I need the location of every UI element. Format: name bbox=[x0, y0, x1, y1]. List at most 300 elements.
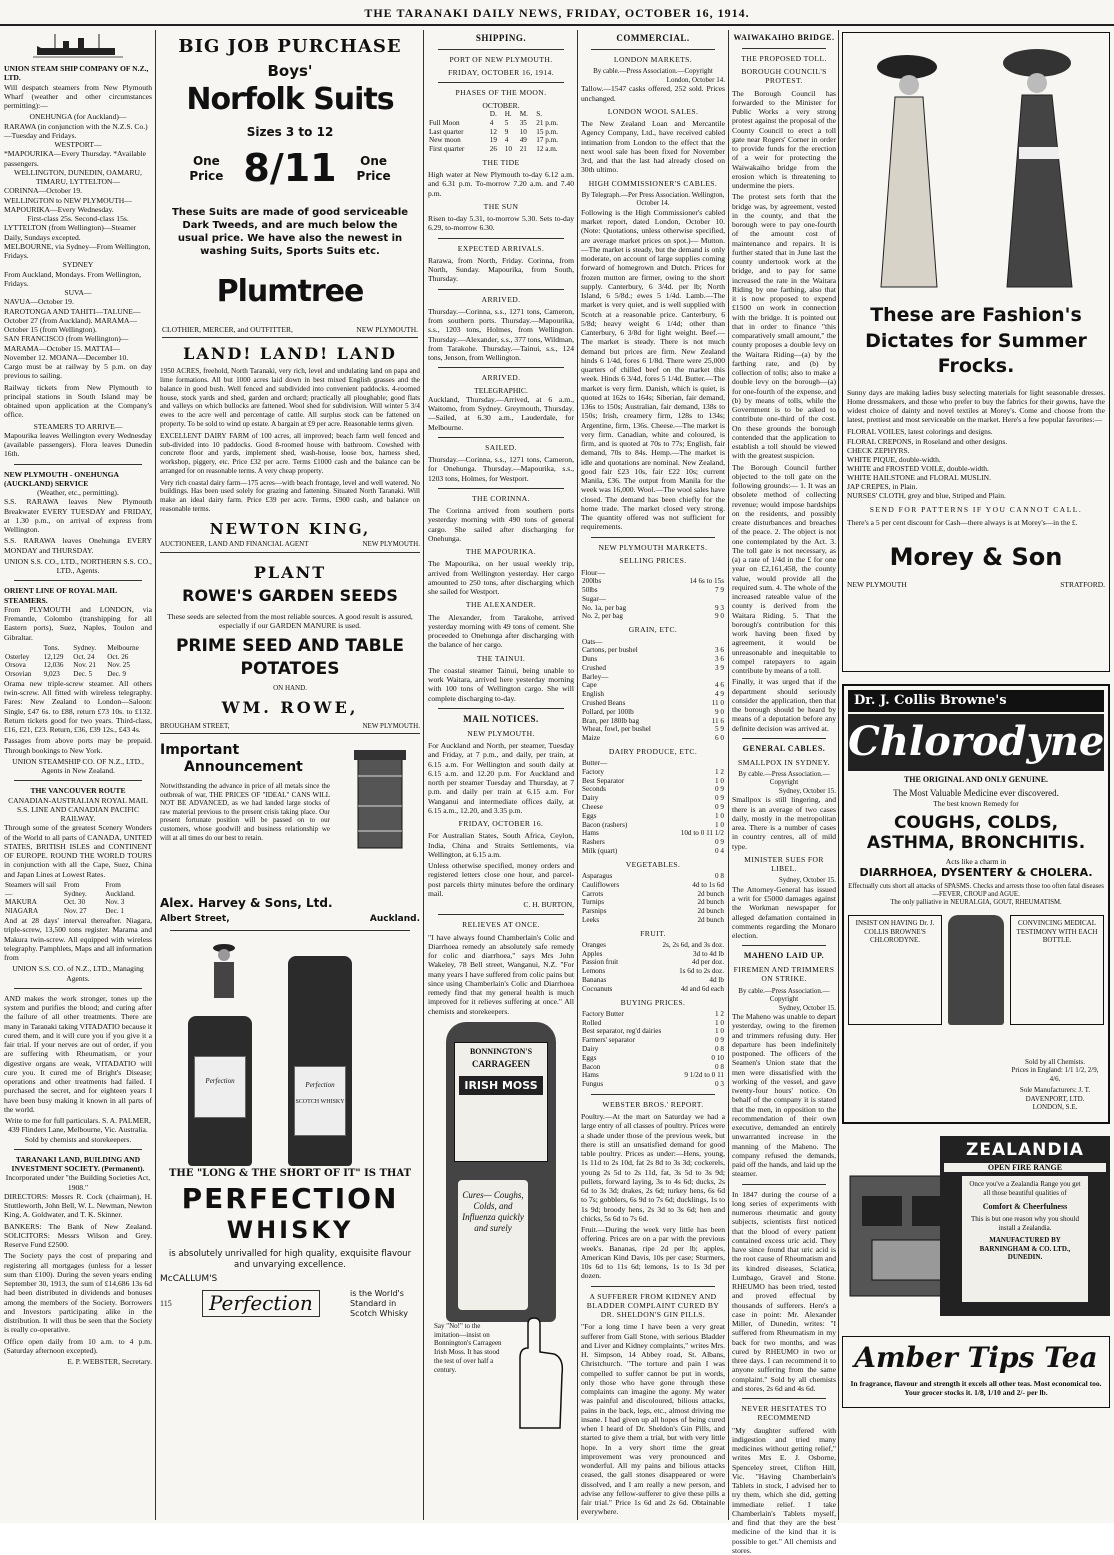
table-row: NIAGARA Nov. 27 Dec. 1 bbox=[5, 907, 124, 916]
one-price-label-right: One Price bbox=[356, 154, 391, 183]
rowe-location: NEW PLYMOUTH. bbox=[362, 721, 420, 730]
insist-box: INSIST ON HAVING Dr. J. COLLIS BROWNE'S CHLORODYNE. bbox=[848, 915, 942, 1025]
table-row bbox=[581, 768, 725, 777]
table-cell: 1 0 bbox=[715, 1018, 724, 1027]
table-cell: Bacon bbox=[582, 1062, 601, 1071]
say-no-text: Say "No!" to the imitation—insist on Bonnington's Carrageen Irish Moss. It has stood the test of over half a century. bbox=[434, 1321, 502, 1374]
table-row bbox=[581, 725, 725, 734]
steamship-icon bbox=[33, 32, 123, 60]
table-row bbox=[581, 976, 725, 985]
table-cell: 0 9 bbox=[715, 803, 724, 812]
list-item: FLORAL VOILES, latest colorings and designs. bbox=[847, 427, 993, 437]
table-cell: 3 6 bbox=[715, 646, 724, 655]
union-agents: UNION S.S. CO., LTD., NORTHERN S.S. CO., LTD., Agents. bbox=[4, 556, 152, 575]
table-row bbox=[581, 812, 725, 821]
zealandia-text-2: This is but one reason why you should install a Zealandia. bbox=[971, 1215, 1079, 1232]
table-row bbox=[581, 586, 725, 595]
land-listing-2: EXCELLENT DAIRY FARM of 100 acres, all improved; beach farm well fenced and sub-divided into 10 paddocks. Good 8-roomed house with bathroom. Cowshed with concrete floor and yards, implement shed, wash-house, loose box, harness shed, workshop, piggery, etc. Price £32 per acre. Terms £1000 cash and the balance can be arranged for on reasonable terms. A very cheap property. bbox=[160, 431, 420, 475]
table-cell: Hams bbox=[582, 1071, 599, 1080]
hc-text: Following is the High Commissioner's cabled market report, dated London, October 10. (Note: Quotations, unless otherwise specified, are average market prices on spot.)— Mutton.—The market is steady, but the demand is only moderate, on account of large supplies coming forward of homegrown and Dutch. Prices for frozen mutton are firmer, owing to the short supply. Canterbury, 6 3/4d. per lb; North Island, 6 5/8d.; ewes 5 1/4d. Lamb.—The market is very quiet, and is well supplied with Scotch at a reasonable price. Canterbury, 6 5/8d; heavy weight 6 1/4d; other than Canterbury, 6 3/8d for light weight. Beef.—The market is steady. There is not much demand but prices are firm. New Zealand hinds 6 1/4d, fores 6 1/8d. There were 25,000 quarters of chilled beef on the market this week. Hinds 6 3/4d, fores 5 1/4d. Butter.—The market is very firm. Danish, which is quiet, is quoted at 162s to 164s; Siberian, fair demand, 136s to 150s; Australian, fair demand, 138s to 150s; Irish, creamery firm, 128s to 134s; Argentine, firm, 136s. Cheese.—The market is very firm. Canadian, white and coloured, is firm, and is quoted at 70s to 77s; English, fair demand, 70s to 84s. Hemp.—The market is idle and quotations are nominal. New Zealand, good fair £23 10s, fair £22 10s; current Manila, £36. The output from Manila for the week was 16,000. Wool.—The wool sales have closed. The demand has been chiefly for the home trade. The market closed very strong. The quantity offered was not sufficient for requirements. bbox=[581, 207, 725, 532]
column-right-ads bbox=[842, 30, 1110, 1520]
mail-np-heading: NEW PLYMOUTH. bbox=[467, 728, 535, 738]
list-item: CHECK ZEPHYRS. bbox=[847, 445, 910, 455]
send-patterns: SEND FOR PATTERNS IF YOU CANNOT CALL. bbox=[869, 504, 1083, 514]
table-row bbox=[581, 604, 725, 613]
relieves-text: "I have always found Chamberlain's Colic and Diarrhoea remedy an absolutely safe remedy for colic and diarrhoea," says Mrs John Wakeley, 78 Bell street, Wanganui, N.Z. "For many years I have suffered from colic pains but since using Chamberlain's Colic and Diarrhoea remedy find that my general health is much improved for it relieves suffering at once." All chemists and storekeepers. bbox=[428, 932, 574, 1016]
port-heading: PORT OF NEW PLYMOUTH. bbox=[449, 54, 553, 64]
table-cell: 4d per doz. bbox=[691, 958, 724, 967]
maheno-date: Sydney, October 15. bbox=[778, 1003, 836, 1012]
table-cell: Dairy bbox=[582, 1044, 599, 1053]
route-mapourika: *MAPOURIKA—Every Thursday. *Available passengers. bbox=[4, 149, 147, 168]
toll-para-4: Finally, it was urged that if the department should seriously consider the application, then that the borough should be heard by means of a deputation before any definite decision was arrived at. bbox=[732, 677, 836, 733]
table-cell: Cocoanuts bbox=[582, 984, 613, 993]
relieves-heading: RELIEVES AT ONCE. bbox=[462, 920, 540, 930]
veg-heading: VEGETABLES. bbox=[625, 859, 681, 869]
arrive-head: STEAMERS TO ARRIVE— bbox=[33, 421, 123, 431]
table-row bbox=[581, 1054, 725, 1063]
vitadatio-text: AND makes the work stronger, tones up the system and purifies the blood; and curing after the failure of all other treatments. There are many in Taranaki taking VITADATIO because it cured them, and it will cure you if you give it a fair trial. If your nerves are out of order, if you are suffering with Rheumatism, or your digestive organs are weak, VITADATIO will cure you. It cured me of Bright's Disease; operations and other treatments had failed. I purchased the secret, and for eighteen years I have been busy making it known in all parts of the world. bbox=[4, 993, 152, 1114]
table-cell: 11 6 bbox=[711, 716, 724, 725]
plumtree-sub: CLOTHIER, MERCER, and OUTFITTER, bbox=[162, 324, 293, 334]
table-cell: 0 4 bbox=[715, 846, 724, 855]
moon-table: D. H. M. S. Full Moon 4 5 35 21 p.m. Last quarter 12 9 10 15 p.m. New moon 19 4 49 17 p.m. First quarter 26 10 21 12 a.m. bbox=[428, 110, 574, 154]
mail-heading: MAIL NOTICES. bbox=[463, 713, 539, 724]
commercial-heading: COMMERCIAL. bbox=[616, 33, 690, 43]
table-cell: Sugar— bbox=[582, 594, 606, 603]
route-sydney: From Auckland, Mondays. From Wellington, Fridays. bbox=[4, 269, 141, 288]
table-cell: 5 9 bbox=[715, 725, 724, 734]
never-text: "My daughter suffered with indigestion and tried many medicines without getting relief," writes Mrs E. J. Osborne, Spenceley street, Clifton Hill, Vic. "Having Chamberlain's Tablets in stock, I advised her to try them, which she did, getting immediate relief. I take Chamberlain's Tablets myself, and find that they are the best medicine of the kind that it is possible to get." All chemists and stores. bbox=[732, 1425, 836, 1555]
table-cell: Duns bbox=[582, 655, 598, 664]
big-job-heading: BIG JOB PURCHASE bbox=[178, 36, 402, 57]
announcement-heading: Announcement bbox=[184, 759, 303, 776]
list-item: NURSES' CLOTH, grey and blue, Striped and Plain. bbox=[847, 491, 1006, 501]
union-title: UNION STEAM SHIP COMPANY OF N.Z., LTD. bbox=[4, 64, 149, 83]
harvey-text: Notwithstanding the advance in price of all metals since the outbreak of war, THE PRICES OF "IDEAL" CANS WILL NOT BE ADVANCED, as we had landed large stocks of raw material previous to the present crisis taking place. Our present fortunate position will be passed on to our customers, whose goodwill and business relationship we will at all times do our best to retain. bbox=[160, 782, 330, 842]
coughs-label: COUGHS, COLDS, bbox=[893, 812, 1059, 833]
worlds-standard: is the World's Standard in Scotch Whisky bbox=[349, 1289, 408, 1318]
table-cell bbox=[661, 595, 725, 604]
table-cell: Farmers' separator bbox=[582, 1036, 635, 1045]
column-rule bbox=[838, 30, 839, 1520]
sold-chemists: Sold by all Chemists. bbox=[1025, 1057, 1085, 1066]
table-row bbox=[581, 821, 725, 830]
smallpox-date: Sydney, October 15. bbox=[778, 786, 836, 795]
column-shipping-notices bbox=[4, 30, 152, 1520]
buying-heading: BUYING PRICES. bbox=[620, 997, 686, 1007]
vancouver-notes: And at 28 days' interval thereafter. Niagara, triple-screw, 13,500 tons register. Marama and Makura twin-screw. All equipped with wireless telegraphy. Pamphlets, Maps and all information from bbox=[4, 916, 152, 962]
dairy-heading: DAIRY PRODUCE, ETC. bbox=[608, 746, 698, 756]
tainui-text: The coastal steamer Tainui, being unable to work Waitara, arrived here yesterday morning with 100 tons of Wellington cargo. She will complete discharging to-day. bbox=[428, 665, 574, 703]
table-cell: Turnips bbox=[582, 898, 605, 907]
table-row: Last quarter 12 9 10 15 p.m. bbox=[429, 127, 559, 136]
rarawa-return: S.S. RARAWA leaves Onehunga EVERY MONDAY and THURSDAY. bbox=[4, 536, 152, 555]
rheumo-text: In 1847 during the course of a long series of experiments with numerous rheumatic and gouty subjects, scientists first noticed that the blood of every patient contained excess uric acid. They have since found that uric acid is the root cause of Rheumatism and its kindred diseases, Sciatica, Lumbago, Gravel and Stone. RHEUMO has been tried, tested and proved effectual by thousands of sufferers. Here's a case in point: Mr. Alexander Miller, of Dunedin, writes: "I suffered from Rheumatism in my back for two months, and was cured by RHEUMO in two or three days. I can recommend it to anyone suffering from the same complaint." Sold by all chemists and stores, 2s 6d and 4s 6d. bbox=[732, 1189, 836, 1393]
fashion-illustration-icon bbox=[847, 37, 1105, 297]
harvey-city: Auckland. bbox=[369, 913, 420, 924]
table-cell: Parsnips bbox=[582, 907, 607, 916]
table-row bbox=[581, 890, 725, 899]
london-text: Tallow.—1547 casks offered, 252 sold. Prices unchanged. bbox=[581, 84, 725, 103]
table-cell: Leeks bbox=[582, 915, 600, 924]
list-item: JAP CREPES, in Plain. bbox=[847, 482, 918, 492]
long-short-heading: THE "LONG & THE SHORT OF IT" IS THAT bbox=[168, 1167, 412, 1179]
toll-subheading: BOROUGH COUNCIL'S PROTEST. bbox=[741, 67, 827, 86]
table-cell: 2s, 2s 6d, and 3s doz. bbox=[662, 940, 724, 949]
table-row bbox=[581, 612, 725, 621]
vitadatio-sold: Sold by chemists and storekeepers. bbox=[24, 1134, 132, 1144]
table-cell: 1 0 bbox=[715, 1027, 724, 1036]
table-row bbox=[581, 1063, 725, 1072]
table-row bbox=[581, 1080, 725, 1089]
table-row: New moon 19 4 49 17 p.m. bbox=[429, 136, 559, 145]
alexander-text: The Alexander, from Tarakohe, arrived yesterday morning with 49 tons of cement. She proceeded to Onehunga after discharging with the balance of her cargo. bbox=[428, 612, 574, 650]
prime-seed-heading: PRIME SEED AND TABLE bbox=[175, 636, 405, 657]
table-cell: 0 8 bbox=[715, 1062, 724, 1071]
secretary: E. P. WEBSTER, Secretary. bbox=[67, 1357, 152, 1366]
hand-icon bbox=[510, 1318, 566, 1428]
table-cell: 200lbs bbox=[582, 577, 602, 586]
route-onehunga: ONEHUNGA (for Auckland)— bbox=[29, 112, 127, 122]
bonnington-label: BONNINGTON'S bbox=[469, 1046, 533, 1056]
sailed-text: Thursday.—Corinna, s.s., 1271 tons, Cameron, for Onehunga. Thursday.—Mapourika, s.s., 1203 tons, Holmes, for Westport. bbox=[428, 455, 574, 483]
moon-month: OCTOBER. bbox=[482, 100, 520, 110]
chlorodyne-title: Chlorodyne bbox=[848, 714, 1104, 771]
table-cell: 3 6 bbox=[715, 655, 724, 664]
norfolk-suits-title: Norfolk Suits bbox=[186, 82, 394, 118]
table-row bbox=[581, 838, 725, 847]
table-cell: 0 8 bbox=[715, 1044, 724, 1053]
alexander-heading: THE ALEXANDER. bbox=[465, 600, 537, 610]
table-cell: Wheat, fowl, per bushel bbox=[582, 725, 651, 734]
port-date: FRIDAY, OCTOBER 16, 1914. bbox=[447, 68, 555, 78]
route-wellington: WELLINGTON, DUNEDIN, OAMARU, TIMARU, LYTTELTON— bbox=[14, 167, 142, 186]
orient-agents: UNION STEAMSHIP CO. OF N.Z., LTD., Agents in New Zealand. bbox=[12, 756, 144, 776]
general-cables-heading: GENERAL CABLES. bbox=[742, 743, 826, 753]
table-row bbox=[581, 595, 725, 604]
fabric-list bbox=[847, 427, 1105, 500]
table-row bbox=[581, 646, 725, 655]
sufferer-text: "For a long time I have been a very great sufferer from Gall Stone, with serious Bladder and Liver and Kidney complaints," writes Mrs. H. Simpson, 14 Abbey road, St. Albans, Christchurch. "The torture and pain I was compelled to suffer cannot be put in words, only those who have gone through these complaints can imagine the agony. My water was painful and discoloured, bilious attacks, pains in the back, legs, etc., almost driving me insane. I had given up all hopes of being cured when I heard of Dr. Sheldon's Gin Pills, and started to give them a trial, but with very little hope. In a very short time the great improvement was very pronounced and wonderful. All my pains and bilious attacks ceased, the gall stones disappeared or were dissolved, and I am really a new person, and advise any fellow-sufferer to give these pills a fair trial." Price 1s 6d and 2s 6d. Obtainable everywhere. bbox=[581, 1322, 725, 1517]
newton-king-location: NEW PLYMOUTH. bbox=[362, 540, 420, 549]
sun-text: Risen to-day 5.31, to-morrow 5.30. Sets to-day 6.29, to-morrow 6.30. bbox=[428, 214, 574, 233]
on-hand-label: ON HAND. bbox=[273, 683, 307, 692]
newton-king-name: NEWTON KING, bbox=[209, 519, 371, 538]
table-row bbox=[581, 941, 725, 950]
list-item: WHITE HAILSTONE and FLORAL MUSLIN. bbox=[847, 473, 991, 483]
table-cell: 2d bunch bbox=[697, 889, 724, 898]
table-cell: 3 9 bbox=[715, 663, 724, 672]
harvey-ad bbox=[160, 742, 420, 892]
hc-byline: By Telegraph.—Per Press Association. Wellington, October 14. bbox=[581, 190, 725, 208]
list-item: WHITE and FROSTED VOILE, double-width. bbox=[847, 464, 989, 474]
whisky-text: is absolutely unrivalled for high quality, exquisite flavour and unvarying excellence. bbox=[168, 1249, 412, 1270]
table-row bbox=[581, 777, 725, 786]
amber-tips-text: In fragrance, flavour and strength it excels all other teas. Most economical too. Your grocer stocks it. 1/8, 1/10 and 2/- per lb. bbox=[850, 1379, 1102, 1398]
table-row bbox=[581, 1019, 725, 1028]
table-cell: Dairy bbox=[582, 794, 599, 803]
sun-heading: THE SUN bbox=[483, 201, 519, 211]
table-row bbox=[581, 1010, 725, 1019]
column-rule bbox=[155, 30, 156, 1520]
vancouver-text: Through some of the greatest Scenery Wonders of the World to all parts of CANADA, UNITED STATES, BRITISH ISLES and CONTINENT OF EUROPE. ROUND THE WORLD TOURS in conjunction with all the Cape, Suez, China and Japan Lines at Lowest Rates. bbox=[4, 823, 152, 879]
toll-para-3: The Borough Council further objected to the toll gate on the following grounds:— 1. It was an obsolete method of collecting revenue; would impose hardships on the residents, and possibly create disturbances and breaches of the peace. 2. The object is not one contemplated by the Act. 3. The toll gate is not necessary, as (a) a rate of 1/4d in the £ for one year on £2,161,458, the county value, would provide all the required sum. 4. The whole of the increased rateable value of the county is derived from the Waitara Riding. 5. That the borough's contribution for this work having been fixed by agreement, it would be unreasonable and inequitable to compel ratepayers to again contribute by means of a toll. bbox=[732, 462, 836, 675]
plumtree-logo: Plumtree bbox=[216, 274, 364, 309]
table-cell: Butter— bbox=[582, 759, 608, 768]
table-row bbox=[581, 655, 725, 664]
route-corinna: CORINNA—October 19. bbox=[4, 186, 83, 196]
table-cell: 0 8 bbox=[715, 871, 724, 880]
table-row: Orsova 12,036 Nov. 21 Nov. 25 bbox=[5, 661, 130, 670]
webster-text: Poultry.—At the mart on Saturday we had a large entry of all classes of poultry. Prices were a shade under those of the previous week, but there is still an unsatisfied demand for good table poultry. Prices as under:—Hens, young, 1s 11d to 2s 10d, fat 2s 8d to 3s 3d; cockerels, young 2s 5d to 2s 11d, fat, 3s 5d to 3s 9d; pullets, forward laying, 3s to 4s 6d; ducks, 2s 6d to 3s 3d; drakes, 2s 6d; turkey hens, 6s 6d to 7s; gobblers, 6s 9d to 7s 6d; ducklings, 1s to 1s 9d; broody hens, 2s 3d to 3s 6d; hen and chicks, 5s 6d to 7s 6d. bbox=[581, 1112, 725, 1223]
tide-text: High water at New Plymouth to-day 6.12 a.m. and 6.31 p.m. To-morrow 7.20 a.m. and 7.40 p.m. bbox=[428, 170, 574, 198]
discount-text: There's a 5 per cent discount for Cash—there always is at Morey's—in the £. bbox=[847, 517, 1078, 527]
table-cell: Crushed bbox=[582, 663, 606, 672]
fruit-heading: FRUIT. bbox=[640, 928, 666, 938]
fashion-heading-3: Frocks. bbox=[937, 355, 1015, 378]
table-cell: 9 1/2d to 0 11 bbox=[684, 1071, 724, 1080]
table-row bbox=[581, 577, 725, 586]
table-cell: Cartons, per bushel bbox=[582, 646, 638, 655]
plumtree-location: NEW PLYMOUTH. bbox=[356, 324, 418, 334]
whisky-ad bbox=[160, 936, 420, 1166]
column-rule bbox=[728, 30, 729, 1520]
route-suva: SUVA— bbox=[64, 288, 92, 297]
veg-table bbox=[581, 872, 725, 925]
table-cell: 1s 6d to 2s doz. bbox=[679, 967, 724, 976]
mail-text: For Auckland and North, per steamer, Tuesday and Friday, at 7 p.m., and daily, per train, at 6.15 a.m. For Wellington and south daily at 6.15 a.m. and 12.20 p.m. For Auckland and north per steamer Tuesday and Thursday, at 7 p.m. and daily per train at 6.15 a.m. For Wanganui and intermediate offices daily, at 6.15 a.m., 12.20, and 3.35 p.m. bbox=[428, 741, 574, 815]
table-cell: 9 0 bbox=[715, 707, 724, 716]
table-cell: 9 3 bbox=[715, 603, 724, 612]
table-row bbox=[581, 1036, 725, 1045]
table-row bbox=[581, 664, 725, 673]
perfection-script: Perfection bbox=[202, 1290, 320, 1316]
zealandia-maker: MANUFACTURED BY BARNINGHAM & CO. LTD., DUNEDIN. bbox=[979, 1236, 1071, 1262]
table-row bbox=[581, 803, 725, 812]
building-society-title: TARANAKI LAND, BUILDING AND INVESTMENT SOCIETY. (Permanent). bbox=[11, 1154, 145, 1173]
route-san-francisco: SAN FRANCISCO (from Wellington)—MARAMA—October 15. MATTAI—November 12. MOANA—December 10. bbox=[4, 334, 129, 362]
table-row bbox=[581, 717, 725, 726]
table-cell: 2d bunch bbox=[697, 898, 724, 907]
medicine-bottle-icon bbox=[948, 915, 1004, 1025]
bankers: BANKERS: The Bank of New Zealand. SOLICITORS: Messrs Wilson and Grey. Reserve Fund £2500. bbox=[4, 1221, 152, 1249]
postmaster: C. H. BURTON, bbox=[523, 900, 574, 910]
minister-date: Sydney, October 15. bbox=[778, 876, 836, 885]
table-cell: Barley— bbox=[582, 672, 609, 681]
webster-heading: WEBSTER BROS.' REPORT. bbox=[602, 1099, 704, 1109]
price-label: 8/11 bbox=[243, 146, 337, 191]
route-rarotonga: RAROTONGA AND TAHITI—TALUNE—October 27 (from Auckland). MARAMA—October 15 (from Wellington). bbox=[4, 306, 141, 334]
valuable-label: The Most Valuable Medicine ever discovered. bbox=[893, 788, 1059, 799]
carrageen-label: CARRAGEEN bbox=[471, 1058, 530, 1069]
fashion-heading-2: Dictates for Summer bbox=[865, 329, 1087, 352]
whisky-bottle-left-icon bbox=[188, 1016, 252, 1166]
grain-heading: GRAIN, ETC. bbox=[628, 625, 678, 635]
maheno-subheading: FIREMEN AND TRIMMERS ON STRIKE. bbox=[733, 965, 835, 984]
ad-number: 115 bbox=[160, 1298, 172, 1308]
dairy-table bbox=[581, 759, 725, 856]
arrive-text: Mapourika leaves Wellington every Wednesday (available passengers). Flora leaves Dunedin 16th. bbox=[4, 430, 152, 459]
important-heading: Important bbox=[160, 742, 240, 759]
perfection-heading: PERFECTION bbox=[181, 1181, 399, 1215]
vancouver-sub: CANADIAN-AUSTRALIAN ROYAL MAIL S.S. LINE AND CANADIAN PACIFIC RAILWAY. bbox=[8, 795, 148, 824]
telegraphic-label: TELEGRAPHIC. bbox=[474, 385, 528, 395]
chlorodyne-ad bbox=[842, 684, 1110, 1124]
morey-ad bbox=[842, 32, 1110, 672]
table-cell: Bran, per 180lb bag bbox=[582, 716, 640, 725]
harvey-address: Albert Street, bbox=[160, 913, 230, 924]
table-row bbox=[581, 967, 725, 976]
unless-text: Unless otherwise specified, money orders and registered letters close one hour, and parcel-post parcels thirty minutes before the ordinary mail. bbox=[428, 861, 574, 898]
smallpox-byline: By cable.—Press Association.—Copyright bbox=[738, 769, 830, 787]
table-row bbox=[581, 794, 725, 803]
tide-heading: THE TIDE bbox=[482, 157, 520, 167]
morey-logo: Morey & Son bbox=[889, 542, 1063, 571]
table-cell: Factory bbox=[582, 767, 604, 776]
table-cell: 0 3 bbox=[715, 1080, 724, 1089]
whisky-heading: WHISKY bbox=[226, 1216, 354, 1245]
table-cell: 6 0 bbox=[715, 734, 724, 743]
norfolk-suits-ad bbox=[160, 36, 420, 206]
table-row bbox=[581, 847, 725, 856]
list-item: WHITE PIQUE, double-width. bbox=[847, 454, 941, 464]
table-cell: Seconds bbox=[582, 785, 606, 794]
morey-location-2: STRATFORD. bbox=[1060, 580, 1105, 590]
table-cell: Best separator, reg'd dairies bbox=[582, 1027, 662, 1036]
fruit-report: Fruit.—During the week very little has been offering. Prices are on a par with the previous week's. Bananas, ripe 2d per lb; apples, American Kind Davis, 10s per case; Sturmers, 10s 6d to 11s 6d; lemons, 1s to 1s 3d per dozen. bbox=[581, 1225, 725, 1281]
orient-notes: Orama new triple-screw steamer. All others twin-screw. All fitted with wireless telegraphy. Fares: New Zealand to London—Saloon: Single, £47 6s. to £88, return £73 10s. to £132. Return tickets good for two years. Third-class, £16, £21, £23. Return, £36, £39 12s., £43 4s. bbox=[4, 678, 152, 735]
mapourika-heading: THE MAPOURIKA. bbox=[465, 547, 537, 557]
palliative-text: The only palliative in NEURALGIA, GOUT, RHEUMATISM. bbox=[890, 899, 1062, 907]
column-shipping bbox=[428, 30, 574, 1520]
toll-para-2: The protest sets forth that the bridge was, by agreement, vested in the county, and that the borough were to pay one-fourth of the amount cost of maintenance and repairs. It is further stated that in June last the county undertook work at the bridge, and to pay for same increased the rate in the Waitara Riding by one farthing, also that it is now proposed to expend £1500 on work in connection with the bridge. It is pointed out that in order to finance "this comparatively small amount," the county proposes a double levy on the Waitara Riding—(a) by the farthing rate, and (b) by collection of tolls; also to make a double levy on the borough—(a) for one-fourth of the expense, and (b) by means of tolls, while the Government is to be asked to contribute one-third of the cost. On these grounds the borough contended that the application to establish a toll should be viewed with the greatest suspicion. bbox=[732, 192, 836, 461]
table-cell: Maize bbox=[582, 734, 600, 743]
rowe-street: BROUGHAM STREET, bbox=[160, 721, 230, 730]
collis-browne-heading: Dr. J. Collis Browne's bbox=[848, 690, 1104, 712]
table-row bbox=[581, 881, 725, 890]
boys-label: Boys' bbox=[267, 61, 313, 80]
table-cell: Bacon (rashers) bbox=[582, 820, 628, 829]
table-row bbox=[581, 734, 725, 743]
bottle-label-left: Perfection bbox=[194, 1056, 246, 1118]
table-cell: 0 9 bbox=[715, 785, 724, 794]
table-row: Orsovian 9,023 Dec. 5 Dec. 9 bbox=[5, 670, 126, 679]
table-cell: Hams bbox=[582, 829, 599, 838]
rowes-seeds-title: ROWE'S GARDEN SEEDS bbox=[182, 586, 398, 606]
table-cell: 1 0 bbox=[715, 820, 724, 829]
union-intro: Will despatch steamers from New Plymouth Wharf (weather and other circumstances permitting):— bbox=[4, 82, 152, 110]
comfort-label: Comfort & Cheerfulness bbox=[982, 1201, 1068, 1211]
route-lyttelton: LYTTELTON (from Wellington)—Steamer Daily, Sundays excepted. bbox=[4, 223, 137, 242]
zealandia-ad bbox=[842, 1136, 1110, 1316]
table-row: Full Moon 4 5 35 21 p.m. bbox=[429, 118, 559, 127]
corinna-text: The Corinna arrived from southern ports yesterday morning with 490 tons of general cargo. She sailed after discharging for Onehunga. bbox=[428, 506, 574, 543]
table-cell: 4d lb bbox=[709, 976, 724, 985]
cargo-note: Cargo must be at railway by 5 p.m. on day previous to sailing. bbox=[4, 362, 152, 381]
table-cell: Bananas bbox=[582, 976, 607, 985]
original-label: THE ORIGINAL AND ONLY GENUINE. bbox=[903, 774, 1049, 784]
table-cell: No. 1a, per bag bbox=[582, 603, 627, 612]
corinna-heading: THE CORINNA. bbox=[472, 493, 530, 503]
zealandia-text: Once you've a Zealandia Range you get all those beautiful qualities of bbox=[969, 1180, 1081, 1198]
table-cell: Eggs bbox=[582, 811, 597, 820]
table-row bbox=[581, 785, 725, 794]
bottle-label-right: Perfection bbox=[305, 1080, 335, 1089]
newton-king-ad bbox=[160, 344, 420, 553]
maheno-text: The Maheno was unable to depart yesterday, owing to the firemen and trimmers refusing duty. Her departure has been indefinitely postponed. The officers of the Seamen's Union state that the men were dissatisfied with the working of the vessel, and gave twenty-four hours' notice. On behalf of the company it is stated that the men, in opposition to the recommendation of their own executive, demanded an entirely unwarranted increase in the manning of the Maheno. The company refused the demands, paid off the hands, and laid up the steamer. bbox=[732, 1012, 836, 1179]
harvey-name: Alex. Harvey & Sons, Ltd. bbox=[160, 896, 333, 911]
table-row bbox=[581, 708, 725, 717]
table-cell bbox=[701, 673, 725, 682]
fashion-heading-1: These are Fashion's bbox=[870, 304, 1082, 326]
orient-booking: Passages from above ports may be prepaid. Through bookings to New York. bbox=[4, 736, 152, 755]
table-row bbox=[581, 699, 725, 708]
table-row bbox=[581, 759, 725, 768]
arrived2-heading: ARRIVED. bbox=[481, 373, 521, 383]
maheno-heading: MAHENO LAID UP. bbox=[743, 951, 825, 961]
table-cell: 1 2 bbox=[715, 1009, 724, 1018]
table-row bbox=[581, 958, 725, 967]
london-date: London, October 14. bbox=[666, 75, 725, 84]
hc-heading: HIGH COMMISSIONER'S CABLES. bbox=[588, 178, 718, 188]
table-cell: 0 10 bbox=[711, 1053, 724, 1062]
arrived-text: Thursday.—Corinna, s.s., 1271 tons, Cameron, from southern ports. Thursday.—Mapourika, s.s., 1203 tons, Holmes, from Wellington. Thursday.—Alexander, s.s., 377 tons, Wildman, from Tarakohe. Thursday.—Tainui, s.s., 124 tons, Jenson, from Wellington. bbox=[428, 306, 574, 363]
sailed-heading: SAILED. bbox=[485, 442, 517, 452]
table-cell: Factory Butter bbox=[582, 1009, 624, 1018]
table-row bbox=[581, 1027, 725, 1036]
fashion-text: Sunny days are making ladies busy selecting materials for light seasonable dresses. Home dressmakers, and those who prefer to buy the fabrics for their gowns, have the widest choice of dainty and novel textiles at Morey's. Come and choose from the latest, prettiest and most serviceable on the market. Here's a few popular favorites:— bbox=[847, 387, 1105, 425]
sizes-label: Sizes 3 to 12 bbox=[246, 124, 334, 139]
bottle-label-sub: SCOTCH WHISKY bbox=[295, 1099, 345, 1106]
table-cell: 10d to 0 11 1/2 bbox=[680, 829, 724, 838]
norfolk-description: These Suits are made of good serviceable Dark Tweeds, and are much below the usual price. We have also the newest in washing Suits, Sports Suits etc. bbox=[171, 207, 409, 257]
table-row bbox=[581, 1045, 725, 1054]
smallpox-heading: SMALLPOX IN SYDNEY. bbox=[737, 757, 831, 767]
table-cell: Lemons bbox=[582, 967, 606, 976]
newton-king-sub: AUCTIONEER, LAND AND FINANCIAL AGENT bbox=[160, 540, 309, 549]
table-row: Osterley 12,129 Oct. 24 Oct. 26 bbox=[5, 652, 129, 661]
flour-heading: Flour— bbox=[581, 568, 606, 578]
acts-like-label: Acts like a charm in bbox=[945, 856, 1007, 866]
land-listing-3: Very rich coastal dairy farm—175 acres—with beach frontage, level and well watered. No buildings. Has been used solely for grazing and fattening. Situated North Taranaki. Will make an ideal dairy farm. Price £39 per acre. Terms, £900 cash, and balance on reasonable terms. bbox=[160, 478, 420, 513]
route-westport: WESTPORT— bbox=[54, 140, 102, 149]
table-row bbox=[581, 872, 725, 881]
table-row bbox=[581, 673, 725, 682]
table-row bbox=[581, 907, 725, 916]
rowe-seeds-ad bbox=[160, 563, 420, 735]
table-row bbox=[581, 690, 725, 699]
table-row: MAKURA Oct. 30 Nov. 3 bbox=[5, 898, 125, 907]
land-heading: LAND! LAND! LAND bbox=[183, 343, 397, 363]
table-cell: Eggs bbox=[582, 1053, 597, 1062]
onehunga-title: NEW PLYMOUTH - ONEHUNGA (AUCKLAND) SERVICE bbox=[4, 469, 119, 488]
table-cell: 14 6s to 15s bbox=[689, 577, 724, 586]
vancouver-agents: UNION S.S. CO. of N.Z., LTD., Managing Agents. bbox=[12, 964, 144, 983]
table-cell: 1 0 bbox=[715, 811, 724, 820]
table-row: First quarter 26 10 21 12 a.m. bbox=[429, 145, 558, 154]
table-row bbox=[581, 681, 725, 690]
table-cell: 1 2 bbox=[715, 767, 724, 776]
table-cell: 4 6 bbox=[715, 681, 724, 690]
route-fares: First-class 25s. Second-class 15s. bbox=[27, 214, 129, 223]
mapourika-text: The Mapourika, on her usual weekly trip, arrived from Wellington yesterday. Her cargo amounted to 250 tons, after discharging which she sailed for Westport. bbox=[428, 559, 574, 597]
table-cell: 4d and 6d each bbox=[680, 984, 724, 993]
vitadatio-address: Write to me for full particulars. S. A. PALMER, 439 Flinders Lane, Melbourne, Vic. Australia. bbox=[5, 1116, 151, 1135]
table-cell bbox=[701, 638, 725, 647]
orient-table: Tons. Sydney. Melbourne Osterley 12,129 Oct. 24 Oct. 26 Orsova 12,036 Nov. 21 Nov. 25 Orsovian 9,023 Dec. 5 Dec. 9 bbox=[4, 644, 152, 679]
table-cell: Best Separator bbox=[582, 776, 625, 785]
